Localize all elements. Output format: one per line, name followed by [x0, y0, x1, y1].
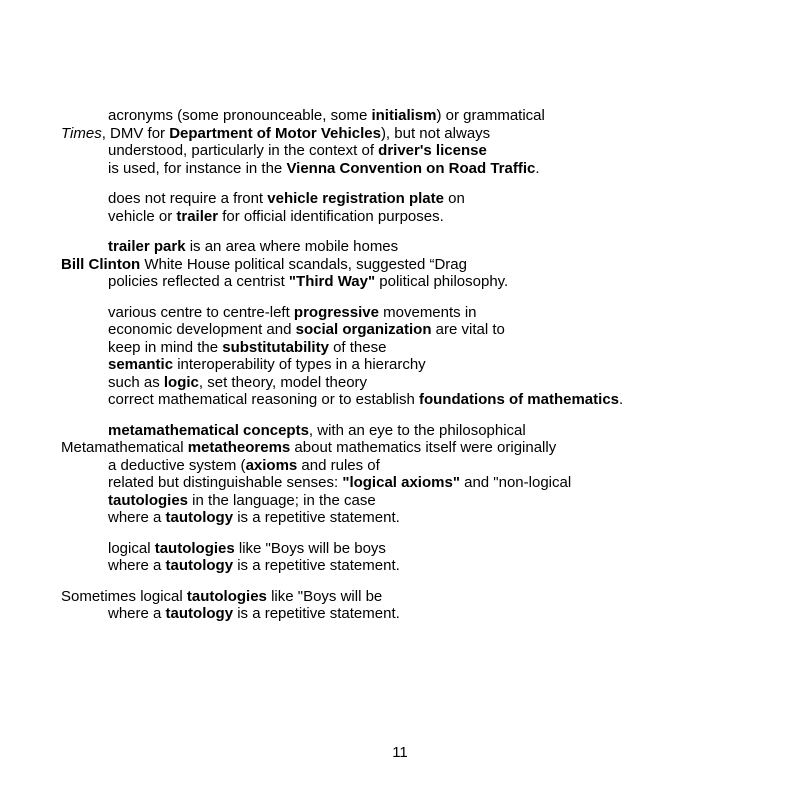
text-run: are vital to — [431, 321, 505, 338]
text-run: where a — [108, 557, 166, 574]
bold-term: metatheorems — [187, 439, 291, 456]
bold-term: axioms — [245, 456, 298, 474]
bold-term: "logical axioms" — [342, 474, 460, 491]
text-run: for official identification purposes. — [218, 207, 444, 225]
bold-term: substitutability — [222, 338, 329, 356]
text-line — [61, 374, 761, 392]
page-number: 11 — [392, 744, 408, 761]
text-run: is a repetitive statement. — [233, 605, 400, 622]
text-run: economic development and — [108, 321, 296, 338]
text-line — [61, 304, 761, 322]
bold-term: Department of Motor Vehicles — [169, 124, 381, 142]
document-body — [61, 107, 761, 636]
bold-term: tautologies — [186, 587, 267, 605]
text-line — [61, 605, 761, 623]
text-run: interoperability of types in a hierarchy — [173, 356, 426, 373]
bold-term: "Third Way" — [288, 273, 376, 290]
text-run: , with an eye to the philosophical — [308, 421, 526, 439]
text-run: a deductive system ( — [108, 456, 246, 474]
text-run: like "Boys will be — [266, 587, 383, 605]
text-run: of these — [328, 338, 387, 356]
text-run: . — [619, 391, 624, 408]
text-line — [61, 540, 761, 558]
text-run: related but distinguishable senses: — [108, 474, 343, 491]
text-line — [61, 422, 761, 440]
text-run: is a repetitive statement. — [233, 509, 400, 526]
bold-term: social organization — [295, 321, 432, 338]
italic-term: Times — [61, 124, 102, 142]
bold-term: tautology — [165, 557, 234, 574]
text-run: movements in — [378, 303, 477, 321]
text-line — [61, 321, 761, 339]
text-run: , DMV for — [101, 124, 170, 142]
text-run: about mathematics itself were originally — [290, 439, 557, 456]
bold-term: tautologies — [154, 539, 235, 557]
text-line — [61, 356, 761, 374]
text-line — [61, 190, 761, 208]
text-run: ), but not always — [380, 124, 491, 142]
bold-term: trailer park — [108, 238, 186, 255]
bold-term: tautologies — [108, 491, 189, 509]
bold-term: progressive — [293, 303, 379, 321]
text-line — [61, 238, 761, 256]
text-line — [61, 339, 761, 357]
text-run: keep in mind the — [108, 338, 223, 356]
paragraph — [61, 190, 761, 225]
text-line — [61, 439, 761, 457]
text-run: on — [444, 190, 465, 207]
text-run: does not require a front — [108, 190, 268, 207]
text-line — [61, 160, 761, 178]
text-run: acronyms (some pronounceable, some — [108, 107, 372, 124]
paragraph — [61, 238, 761, 291]
text-run: various centre to centre-left — [108, 303, 294, 321]
bold-term: Bill Clinton — [61, 255, 141, 273]
text-line — [61, 125, 761, 143]
text-run: is used, for instance in the — [108, 159, 287, 177]
bold-term: trailer — [176, 207, 219, 225]
bold-term: driver's license — [378, 142, 487, 159]
text-run: correct mathematical reasoning or to establish — [108, 391, 419, 408]
text-run: Sometimes logical — [61, 587, 187, 605]
text-line — [61, 557, 761, 575]
bold-term: foundations of mathematics — [418, 391, 620, 408]
paragraph — [61, 588, 761, 623]
bold-term: metamathematical concepts — [108, 421, 309, 439]
bold-term: tautology — [165, 605, 234, 622]
bold-term: tautology — [165, 509, 234, 526]
paragraph — [61, 304, 761, 409]
text-run: Metamathematical — [61, 439, 188, 456]
bold-term: vehicle registration plate — [267, 190, 444, 207]
text-run: policies reflected a centrist — [108, 273, 289, 290]
bold-term: initialism — [371, 107, 437, 124]
bold-term: Vienna Convention on Road Traffic — [286, 159, 536, 177]
text-line — [61, 208, 761, 226]
text-line — [61, 588, 761, 606]
text-run: logical — [108, 539, 155, 557]
text-run: in the language; in the case — [188, 491, 376, 509]
text-run: and rules of — [297, 456, 380, 474]
text-line — [61, 273, 761, 291]
text-run: is an area where mobile homes — [185, 238, 399, 255]
text-run: . — [535, 159, 540, 177]
text-line — [61, 142, 761, 160]
text-run: , set theory, model theory — [198, 373, 368, 391]
text-run: and "non-logical — [459, 474, 572, 491]
text-line — [61, 107, 761, 125]
text-run: political philosophy. — [375, 273, 509, 290]
text-run: White House political scandals, suggested “Drag — [140, 255, 467, 273]
paragraph — [61, 107, 761, 177]
text-line — [61, 492, 761, 510]
paragraph — [61, 422, 761, 527]
text-line — [61, 457, 761, 475]
text-run: ) or grammatical — [436, 107, 545, 124]
text-run: like "Boys will be boys — [234, 539, 386, 557]
text-run: where a — [108, 509, 166, 526]
text-run: understood, particularly in the context of — [108, 142, 379, 159]
text-line — [61, 509, 761, 527]
bold-term: semantic — [108, 356, 174, 373]
text-run: where a — [108, 605, 166, 622]
text-line — [61, 391, 761, 409]
text-line — [61, 256, 761, 274]
paragraph — [61, 540, 761, 575]
bold-term: logic — [163, 373, 199, 391]
text-line — [61, 474, 761, 492]
text-run: is a repetitive statement. — [233, 557, 400, 574]
text-run: vehicle or — [108, 207, 177, 225]
text-run: such as — [108, 373, 164, 391]
